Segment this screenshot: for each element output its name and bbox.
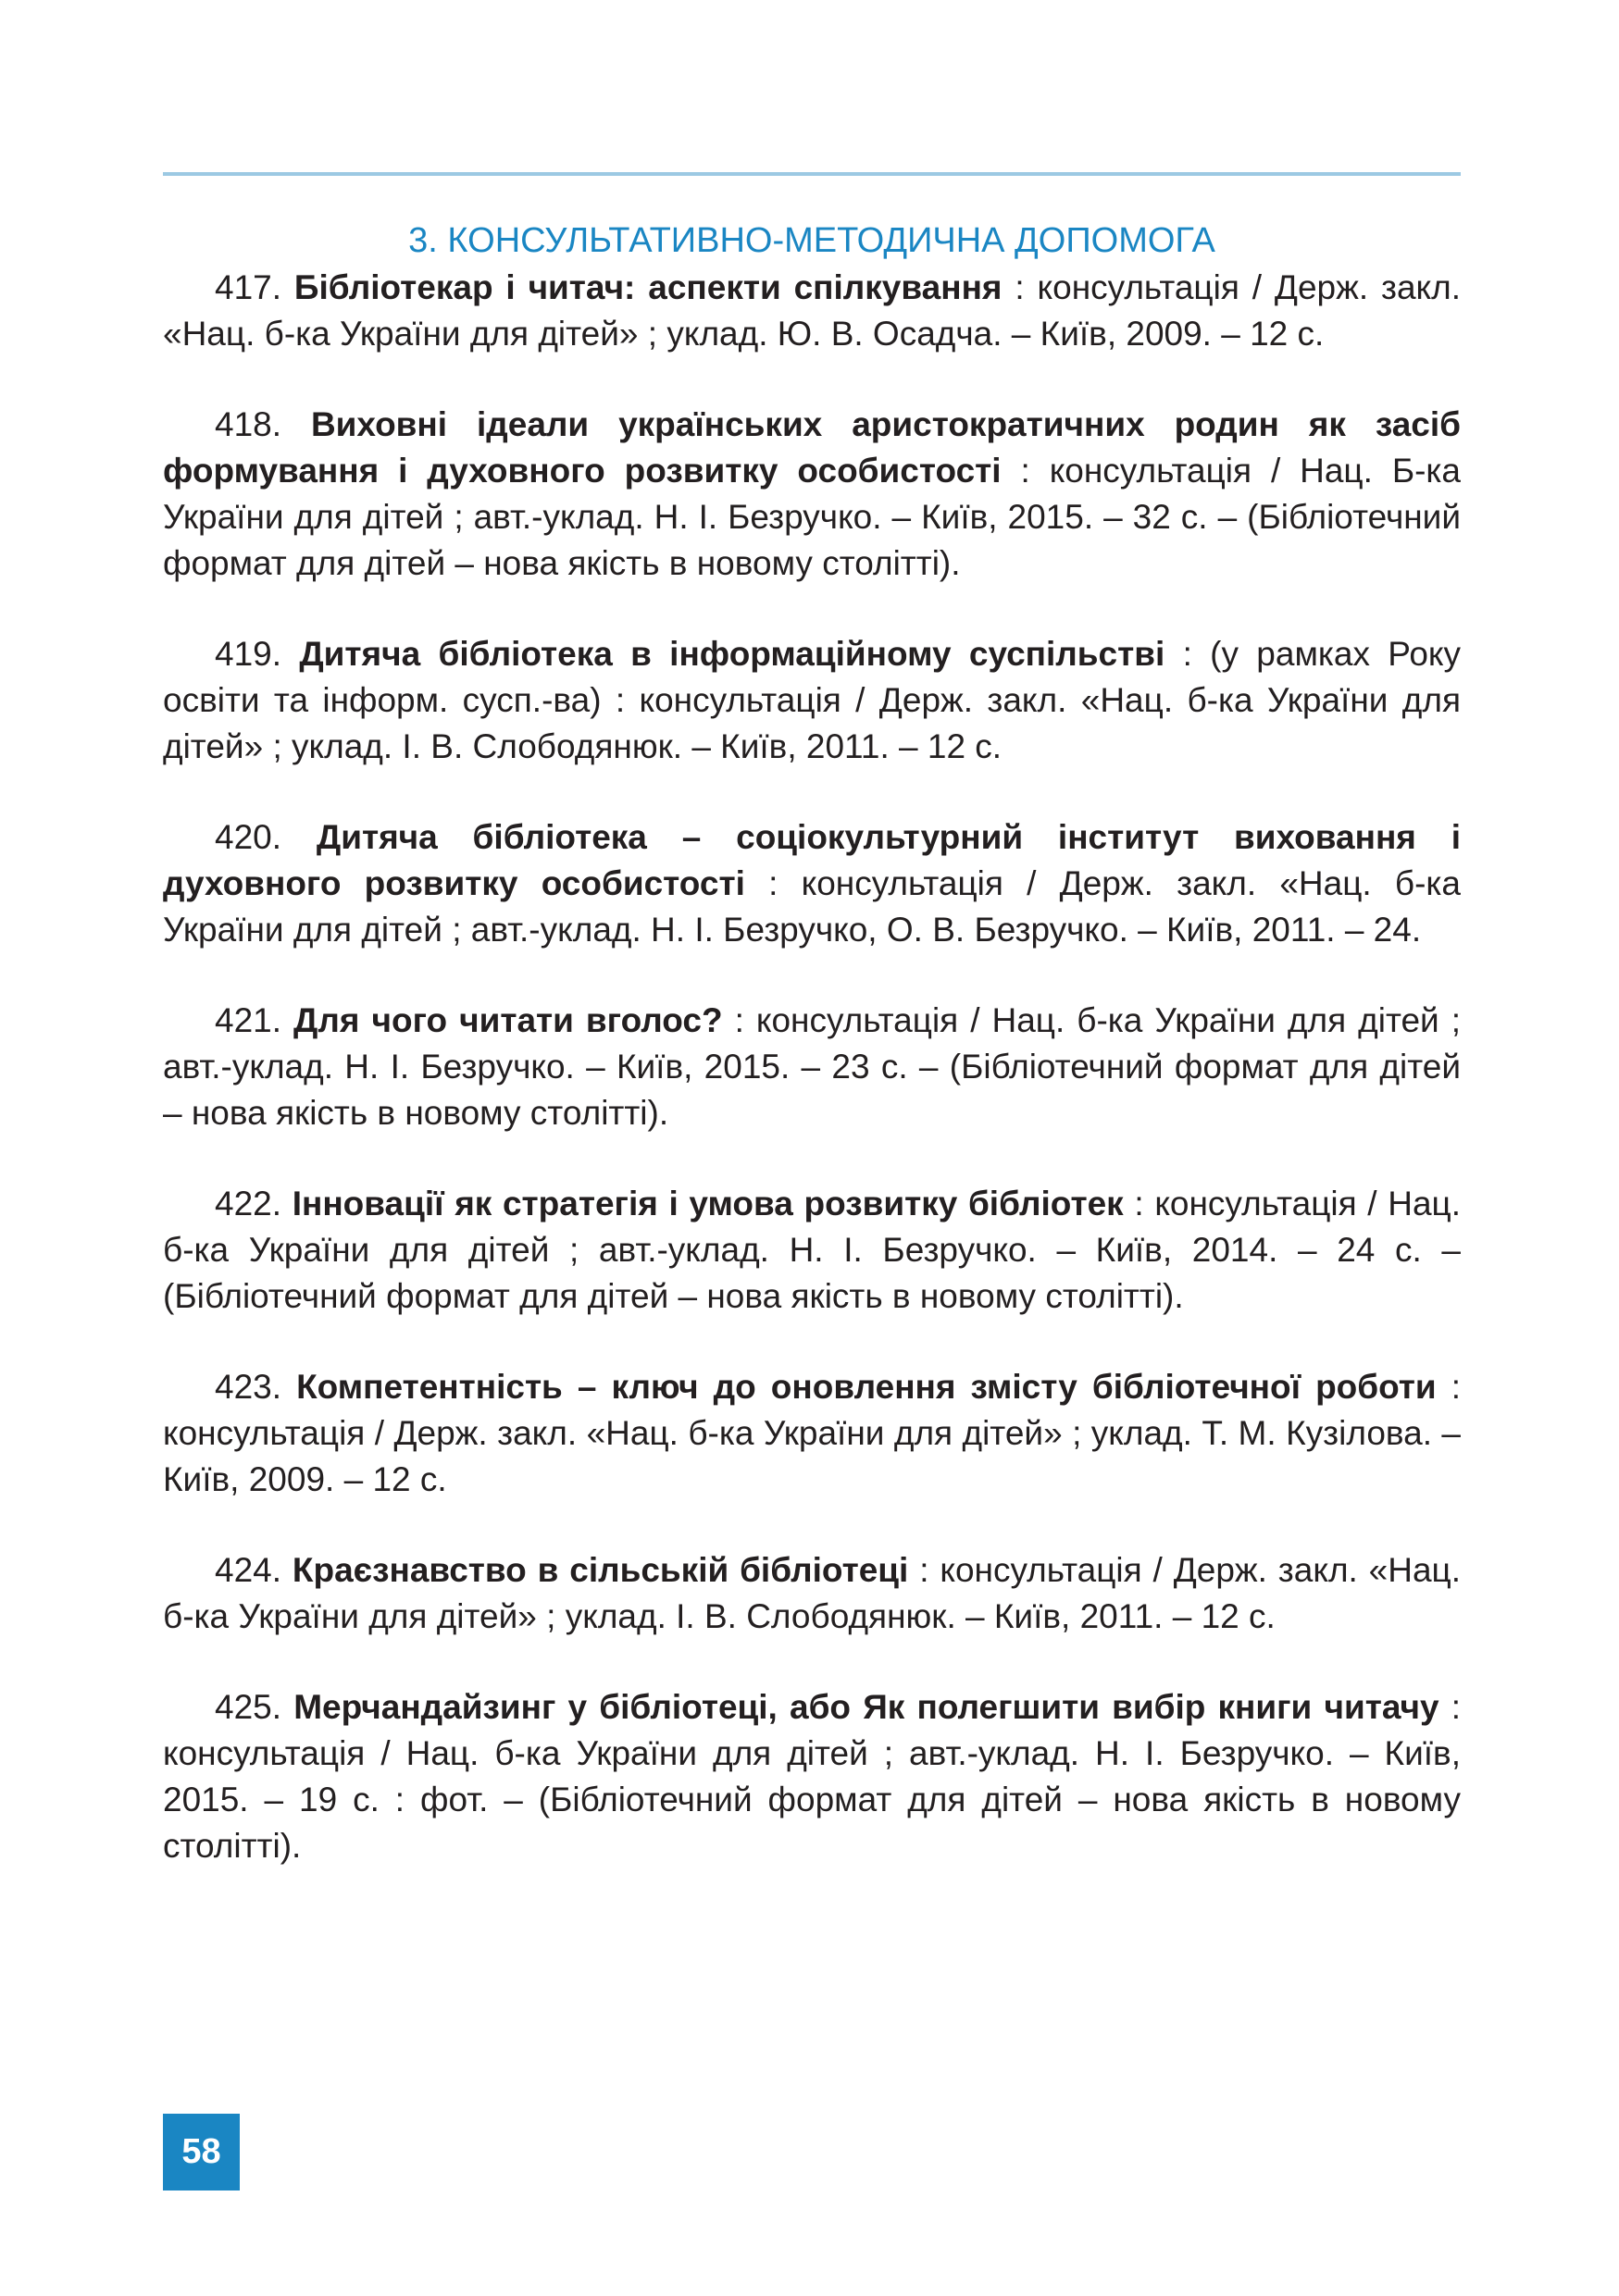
entry-424 — [163, 1547, 1461, 1640]
entry-number: 425. — [215, 1688, 282, 1726]
entry-423 — [163, 1364, 1461, 1503]
entries-list — [163, 265, 1461, 1914]
entry-417 — [163, 265, 1461, 357]
page-number: 58 — [181, 2132, 221, 2171]
page-number-badge — [163, 2114, 240, 2191]
entry-description: : консультація / Держ. закл. «Нац. б-ка України для дітей» ; уклад. І. В. Слободянюк. – Київ, 2011. – 12 с. — [163, 1551, 1462, 1635]
entry-number: 420. — [215, 818, 282, 856]
entry-description: : (у рамках Року освіти та інформ. сусп.-ва) : консультація / Держ. закл. «Нац. б-ка України для дітей» ; уклад. І. В. Слободянюк. – Київ, 2011. – 12 с. — [163, 635, 1462, 765]
entry-number: 421. — [215, 1001, 282, 1039]
entry-description: : консультація / Нац. Б-ка України для дітей ; авт.-уклад. Н. І. Безручко. – Київ, 2015. – 32 с. – (Бібліотечний формат для дітей – нова якість в новому столітті). — [163, 452, 1461, 582]
entry-425 — [163, 1684, 1461, 1869]
entry-title: Краєзнавство в сільській бібліотеці — [292, 1551, 909, 1589]
entry-title: Виховні ідеали українських аристократичних родин як засіб формування і духовного розвитку особистості — [163, 405, 1462, 490]
entry-421 — [163, 998, 1461, 1136]
entry-description: : консультація / Нац. б-ка України для дітей ; авт.-уклад. Н. І. Безручко. – Київ, 2015. – 19 с. : фот. – (Бібліотечний формат для дітей – нова якість в новому столітті). — [163, 1688, 1461, 1865]
entry-419 — [163, 631, 1461, 770]
entry-title: Компетентність – ключ до оновлення змісту бібліотечної роботи — [296, 1368, 1437, 1406]
entry-description: : консультація / Нац. б-ка України для дітей ; авт.-уклад. Н. І. Безручко. – Київ, 2015. – 23 с. – (Бібліотечний формат для дітей – нова якість в новому столітті). — [163, 1001, 1462, 1132]
entry-number: 419. — [215, 635, 282, 673]
entry-description: : консультація / Держ. закл. «Нац. б-ка України для дітей ; авт.-уклад. Н. І. Безручко, О. В. Безручко. – Київ, 2011. – 24. — [163, 864, 1461, 949]
entry-title: Дитяча бібліотека в інформаційному суспільстві — [299, 635, 1165, 673]
entry-title: Бібліотекар і читач: аспекти спілкування — [293, 268, 1003, 306]
entry-title: Мерчандайзинг у бібліотеці, або Як полегшити вибір книги читачу — [293, 1688, 1439, 1726]
entry-description: : консультація / Держ. закл. «Нац. б-ка України для дітей» ; уклад. Ю. В. Осадча. – Київ, 2009. – 12 с. — [163, 268, 1462, 353]
top-rule — [163, 172, 1461, 176]
entry-description: : консультація / Нац. б-ка України для дітей ; авт.-уклад. Н. І. Безручко. – Київ, 2014. – 24 с. – (Бібліотечний формат для дітей – нова якість в новому столітті). — [163, 1185, 1462, 1315]
entry-title: Дитяча бібліотека – соціокультурний інститут виховання і духовного розвитку особистості — [163, 818, 1462, 902]
entry-number: 424. — [215, 1551, 282, 1589]
entry-number: 417. — [215, 268, 282, 306]
entry-number: 423. — [215, 1368, 282, 1406]
entry-title: Для чого читати вголос? — [293, 1001, 723, 1039]
section-title: 3. КОНСУЛЬТАТИВНО-МЕТОДИЧНА ДОПОМОГА — [408, 221, 1215, 260]
entry-418 — [163, 402, 1461, 587]
entry-number: 422. — [215, 1185, 282, 1222]
entry-420 — [163, 814, 1461, 953]
entry-description: : консультація / Держ. закл. «Нац. б-ка України для дітей» ; уклад. Т. М. Кузілова. – Київ, 2009. – 12 с. — [163, 1368, 1462, 1498]
entry-422 — [163, 1181, 1461, 1320]
entry-title: Інновації як стратегія і умова розвитку бібліотек — [292, 1185, 1124, 1222]
entry-number: 418. — [215, 405, 282, 443]
